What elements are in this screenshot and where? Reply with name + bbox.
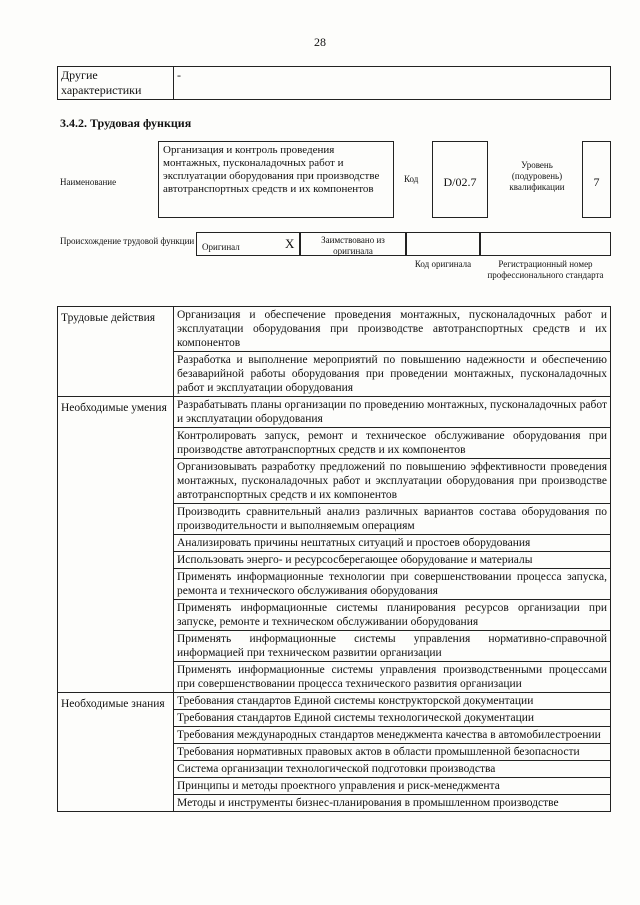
section-item: Требования стандартов Единой системы конструкторской документации <box>174 693 611 710</box>
section-item: Применять информационные системы планирования ресурсов организации при запуске, ремонте и техническом обслуживании оборудования <box>174 600 611 631</box>
reg-number-cell <box>480 232 611 256</box>
section-item: Применять информационные технологии при совершенствовании процесса запуска, ремонта и технического обслуживания оборудования <box>174 569 611 600</box>
section-title: 3.4.2. Трудовая функция <box>60 116 192 130</box>
section-item: Принципы и методы проектного управления и риск-менеджмента <box>174 778 611 795</box>
code-original-cell <box>406 232 480 256</box>
section-item: Разработка и выполнение мероприятий по повышению надежности и обеспечению безаварийной работы оборудования при проведении монтажных, пусконаладочных работ и эксплуатации оборудования <box>174 352 611 397</box>
section-item: Производить сравнительный анализ различных вариантов состава оборудования по производительности и выполняемым операциям <box>174 504 611 535</box>
original-mark: X <box>285 236 295 251</box>
section-item: Разрабатывать планы организации по проведению монтажных, пусконаладочных работ и эксплуатации оборудования <box>174 397 611 428</box>
table-row <box>58 693 611 710</box>
section-item: Организовывать разработку предложений по повышению эффективности проведения монтажных, пусконаладочных работ и эксплуатации оборудования при производстве автотранспортных средств и их компонентов <box>174 459 611 504</box>
name-label: Наименование <box>60 177 117 187</box>
table-row <box>58 397 611 428</box>
page-number: 28 <box>314 35 326 49</box>
reg-number-label: Регистрационный номер профессионального стандарта <box>487 259 604 280</box>
section-header: Необходимые умения <box>58 397 174 693</box>
section-item: Применять информационные системы управления нормативно-справочной информацией при техническом развитии организации <box>174 631 611 662</box>
qualification-level-value: 7 <box>582 141 611 218</box>
section-header: Трудовые действия <box>58 307 174 397</box>
code-value: D/02.7 <box>432 141 488 218</box>
table-row <box>58 307 611 352</box>
section-item: Требования международных стандартов менеджмента качества в автомобилестроении <box>174 727 611 744</box>
code-label: Код <box>404 174 419 184</box>
section-item: Контролировать запуск, ремонт и техническое обслуживание оборудования при производстве автотранспортных средств и их компонентов <box>174 428 611 459</box>
other-characteristics-value: - <box>174 67 611 100</box>
labor-function-table <box>57 306 611 812</box>
section-item: Требования нормативных правовых актов в области промышленной безопасности <box>174 744 611 761</box>
section-item: Применять информационные системы управления производственными процессами при совершенствовании процесса технического развития организации <box>174 662 611 693</box>
section-item: Анализировать причины нештатных ситуаций и простоев оборудования <box>174 535 611 552</box>
qualification-level-label: Уровень (подуровень) квалификации <box>509 160 565 192</box>
section-item: Использовать энерго- и ресурсосберегающее оборудование и материалы <box>174 552 611 569</box>
section-item: Требования стандартов Единой системы технологической документации <box>174 710 611 727</box>
other-characteristics-label: Другие характеристики <box>58 67 174 100</box>
section-header: Необходимые знания <box>58 693 174 812</box>
code-original-label: Код оригинала <box>414 259 472 269</box>
other-characteristics-table <box>57 66 611 100</box>
origin-label: Происхождение трудовой функции <box>60 236 195 246</box>
original-label: Оригинал <box>202 242 240 252</box>
borrowed-label: Заимствовано из оригинала <box>321 235 385 256</box>
section-item: Организация и обеспечение проведения монтажных, пусконаладочных работ и эксплуатации оборудования при производстве автотранспортных средств и их компонентов <box>174 307 611 352</box>
section-item: Методы и инструменты бизнес-планирования в промышленном производстве <box>174 795 611 812</box>
section-item: Система организации технологической подготовки производства <box>174 761 611 778</box>
function-name-value: Организация и контроль проведения монтажных, пусконаладочных работ и эксплуатации оборудования при производстве автотранспортных средств и их компонентов <box>158 141 394 218</box>
